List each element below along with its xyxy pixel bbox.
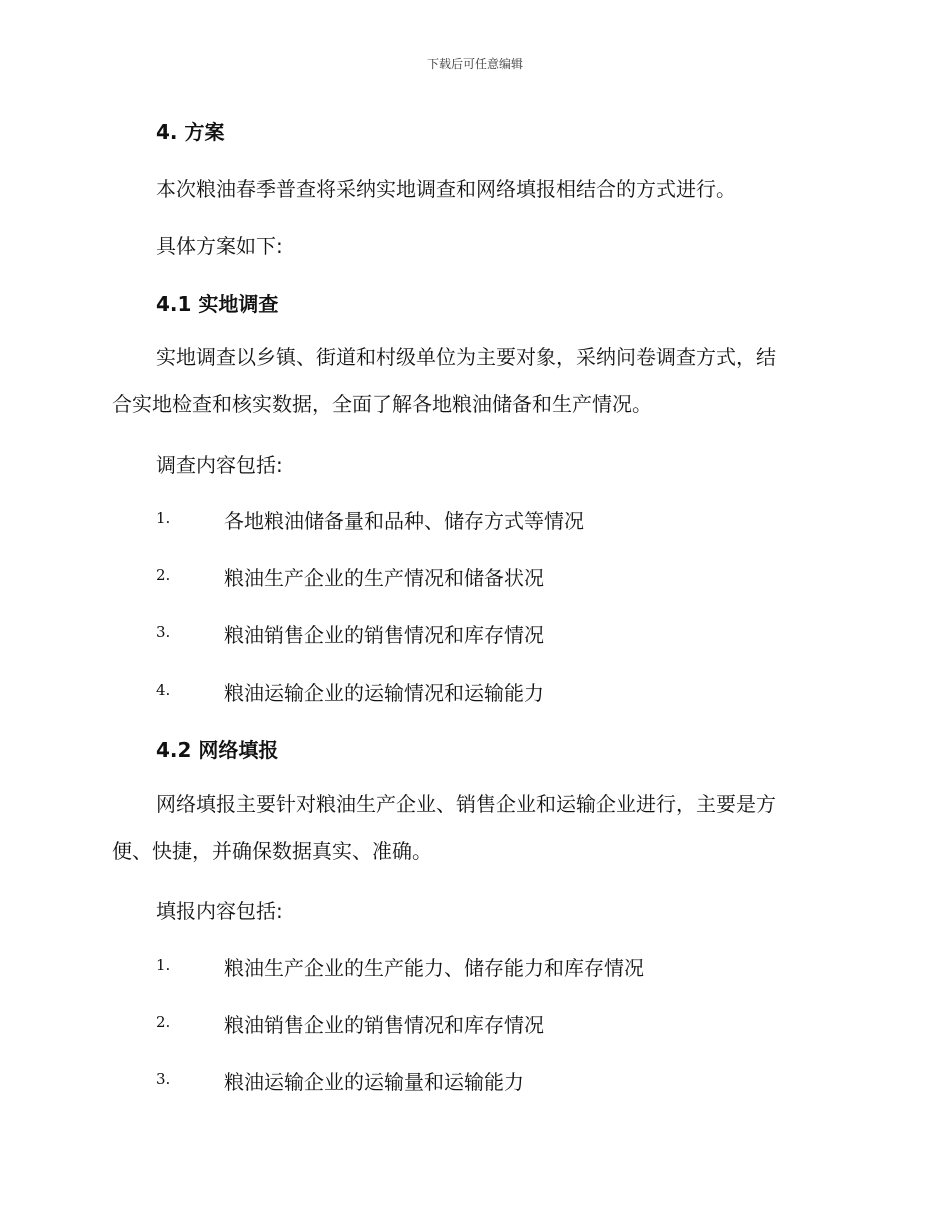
list-item-number: 4.	[156, 681, 171, 699]
section-4-2-title: 4.2 网络填报	[156, 738, 279, 762]
list-item-text: 各地粮油储备量和品种、储存方式等情况	[224, 509, 584, 533]
list-item-number: 2.	[156, 1013, 171, 1031]
section-4-2-paragraph	[112, 781, 832, 875]
section-4-title: 4. 方案	[156, 120, 225, 144]
section-4-1-title: 4.1 实地调查	[156, 292, 279, 316]
page-header-note: 下载后可任意编辑	[426, 57, 523, 71]
section-4-intro: 本次粮油春季普查将采纳实地调查和网络填报相结合的方式进行。	[156, 177, 736, 201]
list-item-number: 3.	[156, 623, 171, 641]
list-item-text: 粮油销售企业的销售情况和库存情况	[224, 1013, 544, 1037]
list-item-text: 粮油销售企业的销售情况和库存情况	[224, 623, 544, 647]
list-item-number: 1.	[156, 956, 171, 974]
list-item-number: 3.	[156, 1070, 171, 1088]
paragraph-line: 便、快捷，并确保数据真实、准确。	[112, 839, 432, 863]
paragraph-line: 网络填报主要针对粮油生产企业、销售企业和运输企业进行，主要是方	[156, 792, 776, 816]
report-content-intro: 填报内容包括:	[156, 899, 283, 923]
list-item-number: 2.	[156, 566, 171, 584]
survey-content-intro: 调查内容包括:	[156, 453, 283, 477]
list-item-number: 1.	[156, 509, 171, 527]
list-item-text: 粮油运输企业的运输情况和运输能力	[224, 681, 544, 705]
paragraph-line: 合实地检查和核实数据，全面了解各地粮油储备和生产情况。	[112, 392, 652, 416]
section-4-1-paragraph	[112, 334, 832, 428]
plan-intro: 具体方案如下:	[156, 234, 283, 258]
paragraph-line: 实地调查以乡镇、街道和村级单位为主要对象，采纳问卷调查方式，结	[156, 345, 776, 369]
list-item-text: 粮油运输企业的运输量和运输能力	[224, 1070, 524, 1094]
list-item-text: 粮油生产企业的生产情况和储备状况	[224, 566, 544, 590]
list-item-text: 粮油生产企业的生产能力、储存能力和库存情况	[224, 956, 644, 980]
